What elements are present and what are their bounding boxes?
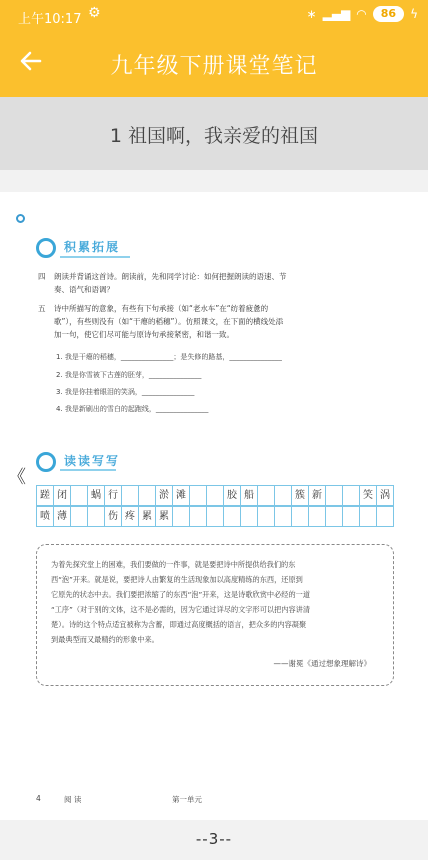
grid-cell: 喷 <box>36 506 53 527</box>
grid-cell: 累 <box>138 506 155 527</box>
grid-cell: 累 <box>155 506 172 527</box>
question-5: 五 诗中所描写的意象，有些有下句承接（如“老水车”在“纺着疲惫的 歌”），有些则没有（如“干瘪的稻穗”）。仿照课文，在下面的横线处添 加一句，使它们尽可能与原诗句承接紧密，和谐一致。 <box>38 304 284 339</box>
grid-cell <box>87 506 104 527</box>
section2-title: 读读写写 <box>64 454 121 468</box>
grid-cell <box>223 506 240 527</box>
quote-source: ——谢冕《通过想象理解诗》 <box>273 659 371 668</box>
app-bar <box>0 30 428 97</box>
fill-item: 2. 我是你雪被下古莲的胚芽，_______________ <box>56 371 202 379</box>
grid-cell <box>274 506 291 527</box>
fill-item: 4. 我是新刷出的雪白的起跑线，_______________ <box>56 405 209 413</box>
side-bookmark-icon[interactable]: 《 <box>8 467 26 488</box>
grid-cell <box>325 506 342 527</box>
battery-badge: 86 <box>373 6 404 22</box>
grid-cell: 船 <box>240 485 257 506</box>
grid-cell <box>257 506 274 527</box>
footer-right: 第一单元 <box>172 795 202 804</box>
grid-cell: 胶 <box>223 485 240 506</box>
grid-cell <box>189 485 206 506</box>
grid-cell: 新 <box>308 485 325 506</box>
lesson-title: 1 祖国啊，我亲爱的祖国 <box>109 125 319 147</box>
quote-box <box>36 544 394 686</box>
accumulate-icon <box>36 238 56 258</box>
bluetooth-icon: ∗ <box>306 7 317 21</box>
charging-icon: ϟ <box>410 7 418 21</box>
grid-cell <box>257 485 274 506</box>
word-grid-row-2 <box>36 506 394 527</box>
wifi-icon: ◠ <box>356 7 367 21</box>
grid-cell <box>206 506 223 527</box>
grid-cell: 行 <box>104 485 121 506</box>
grid-cell: 簇 <box>291 485 308 506</box>
grid-cell: 蜗 <box>87 485 104 506</box>
reading-writing-icon <box>36 452 56 472</box>
grid-cell: 伤 <box>104 506 121 527</box>
grid-cell <box>325 485 342 506</box>
footer-page-number: 4 <box>36 794 41 803</box>
quote-text: 为着先探究堂上的困难，我们要做的一件事，就是要把诗中所提供给我们的东 西“泡”开来。就是说，要把诗人由繁复的生活现象加以高度精练的东西，还原到 它原先的状态中去。我们要把浓缩了的东西“泡”开来，这是诗歌欣赏中必经的一道 “工序”（对于别的文体，这不是必需的，因为它通过详尽的文字形可以把内容讲清 楚）。诗的这个特点适宜被称为含蓄，即通过高度概括的语言，把众多的内容凝聚 到最典型而又最精约的形象中来。 <box>51 560 311 644</box>
grid-cell <box>206 485 223 506</box>
grid-cell <box>359 506 376 527</box>
page-title: 九年级下册课堂笔记 <box>110 54 318 79</box>
grid-cell: 笑 <box>359 485 376 506</box>
grid-cell <box>138 485 155 506</box>
fill-item: 1. 我是干瘪的稻穗，_______________；是失修的路基，_______________ <box>56 353 282 361</box>
grid-cell <box>274 485 291 506</box>
grid-cell <box>189 506 206 527</box>
status-bar <box>0 0 428 30</box>
status-time: 上午10:17 <box>18 12 82 27</box>
grid-cell <box>291 506 308 527</box>
grid-cell: 淤 <box>155 485 172 506</box>
textbook-page[interactable] <box>0 192 428 820</box>
page-indicator: --3-- <box>195 830 233 848</box>
footer-left: 阅 读 <box>64 795 82 804</box>
status-icons <box>307 6 418 22</box>
section2-underline <box>60 469 116 471</box>
grid-cell <box>70 485 87 506</box>
grid-cell <box>121 485 138 506</box>
grid-cell: 涡 <box>376 485 394 506</box>
question-4: 四 朗读并背诵这首诗。朗读前，先和同学讨论：如何把握朗读的语速、节 奏、语气和语调？ <box>38 272 287 294</box>
grid-cell <box>342 485 359 506</box>
grid-cell: 闭 <box>53 485 70 506</box>
grid-cell: 薄 <box>53 506 70 527</box>
fill-item: 3. 我是你挂着眼泪的笑涡，_______________ <box>56 388 195 396</box>
grid-cell <box>70 506 87 527</box>
page-marker-icon <box>16 214 25 223</box>
word-grid-row-1 <box>36 485 394 506</box>
grid-cell <box>240 506 257 527</box>
top-bar <box>0 0 428 97</box>
grid-cell <box>376 506 394 527</box>
grid-cell <box>172 506 189 527</box>
section1-underline <box>60 256 130 258</box>
sync-icon: ⚙ <box>88 5 101 21</box>
signal-icon: ▂▄▆ <box>322 7 351 21</box>
grid-cell <box>342 506 359 527</box>
grid-cell: 疼 <box>121 506 138 527</box>
lesson-title-band <box>0 97 428 170</box>
section1-title: 积累拓展 <box>64 240 121 254</box>
grid-cell: 滩 <box>172 485 189 506</box>
grid-cell: 蹉 <box>36 485 53 506</box>
grid-cell <box>308 506 325 527</box>
